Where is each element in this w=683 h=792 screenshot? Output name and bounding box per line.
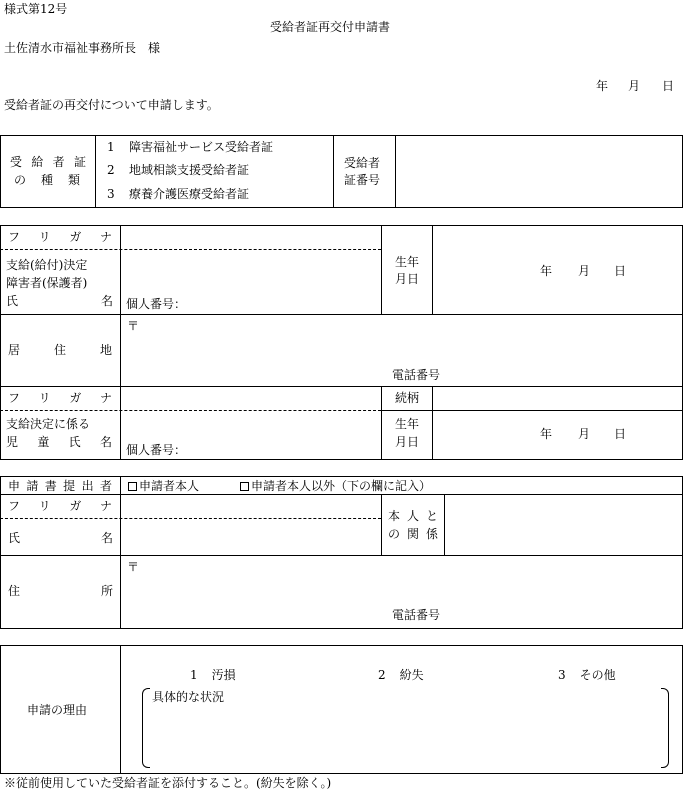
form-number: 様式第12号 xyxy=(4,2,68,16)
address-label: 居 住 地 xyxy=(8,343,112,357)
type-label-line2: の 種 類 xyxy=(14,173,80,187)
checkbox-icon xyxy=(240,482,249,491)
footer-note: ※従前使用していた受給者証を添付すること。(紛失を除く。) xyxy=(4,776,332,790)
birth-label-line1: 生年 xyxy=(395,255,420,269)
submitter-furigana-label: フ リ ガ ナ xyxy=(8,499,112,513)
reason-3[interactable] xyxy=(558,669,616,681)
person-label-line3-b: 名 xyxy=(101,294,114,308)
relation-self-line2: の 関 係 xyxy=(388,527,438,541)
birth-year: 年 xyxy=(540,264,553,278)
submitter-furigana-field[interactable] xyxy=(122,496,380,517)
submitter-address-field[interactable] xyxy=(122,557,682,628)
reason-2-label: 紛失 xyxy=(399,668,424,682)
detail-field[interactable] xyxy=(152,708,660,766)
reason-2-num: 2 xyxy=(378,668,386,682)
type-option-2-num: 2 xyxy=(107,163,115,177)
submitter-postal-mark: 〒 xyxy=(127,560,140,574)
type-option-3-label: 療養介護医療受給者証 xyxy=(129,187,250,201)
furigana-field[interactable] xyxy=(122,227,380,248)
relation-self-line1: 本 人 と xyxy=(388,509,438,523)
recipient-name-field[interactable] xyxy=(122,251,380,313)
address-field[interactable] xyxy=(122,316,682,385)
reason-2[interactable] xyxy=(378,669,424,681)
date-day: 日 xyxy=(662,79,675,93)
option-other[interactable] xyxy=(240,480,431,492)
furigana-label: フ リ ガ ナ xyxy=(8,230,112,244)
reason-3-num: 3 xyxy=(558,668,566,682)
cert-number-label-line2: 証番号 xyxy=(344,173,381,187)
birth2-month: 月 xyxy=(578,427,591,441)
birth2-label-line1: 生年 xyxy=(395,417,420,431)
child-furigana-field[interactable] xyxy=(122,388,380,409)
child-name-field[interactable] xyxy=(122,412,380,459)
birth-label-line2: 月日 xyxy=(395,272,420,286)
date-year: 年 xyxy=(596,79,609,93)
reason-1[interactable] xyxy=(190,669,236,681)
birth2-label-line2: 月日 xyxy=(395,435,420,449)
submitter-address-b: 所 xyxy=(101,584,114,598)
submitter-phone-label: 電話番号 xyxy=(392,608,441,622)
detail-label: 具体的な状況 xyxy=(152,690,225,704)
option-other-label: 申請者本人以外（下の欄に記入） xyxy=(251,479,432,493)
relation-self-field[interactable] xyxy=(446,496,682,554)
reason-1-num: 1 xyxy=(190,668,198,682)
type-option-2-label: 地域相談支援受給者証 xyxy=(129,163,250,177)
reason-3-label: その他 xyxy=(579,668,616,682)
type-label-line1: 受 給 者 証 xyxy=(10,155,86,169)
type-option-1-num: 1 xyxy=(107,140,115,154)
relation-field[interactable] xyxy=(434,388,682,409)
checkbox-icon xyxy=(128,482,137,491)
type-option-3-num: 3 xyxy=(107,187,115,201)
submitter-name-a: 氏 xyxy=(8,531,21,545)
addressee: 土佐清水市福祉事務所長 様 xyxy=(4,41,161,55)
birth-day: 日 xyxy=(614,264,627,278)
birth2-year: 年 xyxy=(540,427,553,441)
person-label-line2: 障害者(保護者) xyxy=(6,276,88,290)
phone-label: 電話番号 xyxy=(392,368,441,382)
cert-number-label-line1: 受給者 xyxy=(344,156,381,170)
child-label-line2: 児 童 氏 名 xyxy=(6,435,112,449)
birth2-day: 日 xyxy=(614,427,627,441)
person-label-line3-a: 氏 xyxy=(6,294,19,308)
submitter-name-field[interactable] xyxy=(122,520,380,554)
birth-month: 月 xyxy=(578,264,591,278)
submitter-address-a: 住 xyxy=(8,584,21,598)
submitter-name-b: 名 xyxy=(101,531,114,545)
reason-label: 申請の理由 xyxy=(27,703,88,717)
relation-label: 続柄 xyxy=(395,391,420,405)
cert-number-field[interactable] xyxy=(396,136,682,207)
option-self-label: 申請者本人 xyxy=(139,479,200,493)
postal-mark: 〒 xyxy=(127,319,140,333)
mynumber2-label: 個人番号： xyxy=(126,443,187,457)
mynumber-label: 個人番号： xyxy=(126,297,187,311)
child-label-line1: 支給決定に係る xyxy=(6,417,91,431)
submitter-label: 申 請 書 提 出 者 xyxy=(8,479,112,493)
person-label-line1: 支給(給付)決定 xyxy=(6,258,88,272)
reason-1-label: 汚損 xyxy=(211,668,236,682)
date-month: 月 xyxy=(628,79,641,93)
type-option-1-label: 障害福祉サービス受給者証 xyxy=(129,140,274,154)
option-self[interactable] xyxy=(128,480,199,492)
form-title: 受給者証再交付申請書 xyxy=(270,20,391,34)
furigana2-label: フ リ ガ ナ xyxy=(8,391,112,405)
intro-text: 受給者証の再交付について申請します。 xyxy=(4,98,219,112)
